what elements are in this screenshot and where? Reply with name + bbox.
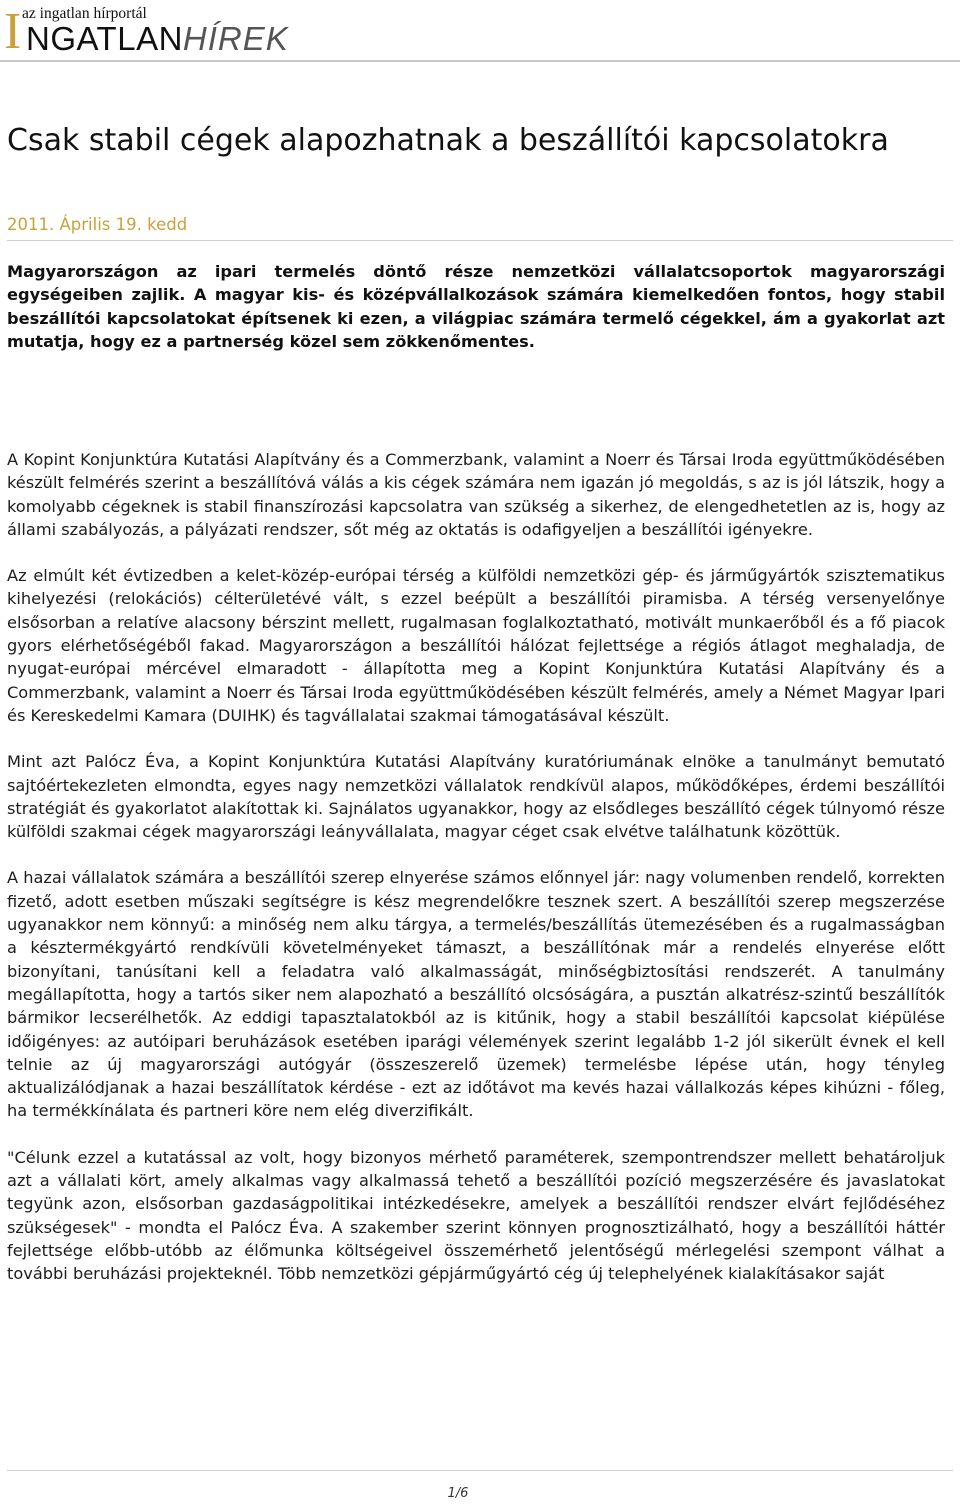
article-paragraph: Az elmúlt két évtizedben a kelet-közép-európai térség a külföldi nemzetközi gép- és járműgyártók szisztematikus kihelyezési (relokációs) célterületévé vált, s ezzel beépült a beszállítói piramisba. A térség versenyelőnye elsősorban a relatíve alacsony bérszint mellett, rugalmasan foglalkoztatható, motivált munkaerőből és a fő piacok gyors elérhetőségéből fakad. Magyarországon a beszállítói hálózat fejlettsége a régiós átlagot meghaladja, de nyugat-európai mércével elmaradott - állapította meg a Kopint Konjunktúra Kutatási Alapítvány és a Commerzbank, valamint a Noerr és Társai Iroda együttműködésében készült felmérés, amely a Német Magyar Ipari és Kereskedelmi Kamara (DUIHK) és tagvállalatai szakmai támogatásával készült.: [7, 566, 945, 725]
logo-word-hirek: HÍREK: [182, 20, 289, 57]
logo-initial: I: [4, 3, 22, 60]
footer-divider: [7, 1470, 953, 1471]
article-paragraph: A Kopint Konjunktúra Kutatási Alapítvány és a Commerzbank, valamint a Noerr és Társai Iroda együttműködésében készült felmérés szerint a beszállítóvá válás a kis cégek számára nem igazán jó megoldás, s az is jól látszik, hogy a komolyabb cégeknek is stabil finanszírozási kapcsolatra van szükség a sikerhez, de elengedhetetlen az is, hogy az állami szabályozás, a pályázati rendszer, sőt még az oktatás is odafigyeljen a beszállítói igényekre.: [7, 450, 945, 539]
logo-tagline: az ingatlan hírportál: [22, 5, 147, 22]
article-paragraph: A hazai vállalatok számára a beszállítói szerep elnyerése számos előnnyel jár: nagy volumenben rendelő, korrekten fizető, adott esetben műszaki segítségre is kész megrendelőkre tesznek szert. A beszállítói szerep megszerzése ugyanakkor nem könnyű: a minőség nem alku tárgya, a termelés/beszállítás ütemezésében és a rugalmasságban a késztermékgyártó rendkívüli követelményeket támaszt, a beszállítónak már a rendelés elnyerése előtt bizonyítani, tanúsítani kell a feladatra való alkalmasságát, minőségbiztosítási rendszerét. A tanulmány megállapította, hogy a tartós siker nem alapozható a beszállító olcsóságára, a pusztán alkatrész-szintű beszállítók bármikor lecserélhetők. Az eddigi tapasztalatokból az is kitűnik, hogy a stabil beszállítói kapcsolat kiépülése időigényes: az autóipari beruházások esetében iparági vélemények szerint legalább 1-2 jól sikerült évnek el kell telnie az új magyarországi autógyár (összeszerelő üzemek) termelésbe lépése után, hogy tényleg aktualizálódjanak a hazai beszállítatok kérdése - ezt az időtávot ma kevés hazai vállalkozás képes kihúzni - főleg, ha termékkínálata és partneri köre nem elég diverzifikált.: [7, 868, 945, 1121]
date-divider: [7, 240, 953, 241]
site-logo[interactable]: [4, 2, 334, 60]
page-number: 1/6: [447, 1486, 469, 1501]
logo-word-ingatlan: NGATLAN: [26, 20, 183, 57]
article-lead: Magyarországon az ipari termelés döntő része nemzetközi vállalatcsoportok magyarországi egységeiben zajlik. A magyar kis- és középvállalkozások számára kiemelkedően fontos, hogy stabil beszállítói kapcsolatokat építsenek ki ezen, a világpiac számára termelő cégekkel, ám a gyakorlat azt mutatja, hogy ez a partnerség közel sem zökkenőmentes.: [7, 262, 945, 351]
header-divider: [0, 60, 960, 62]
article-title: Csak stabil cégek alapozhatnak a beszállítói kapcsolatokra: [7, 123, 889, 158]
article-paragraph: Mint azt Palócz Éva, a Kopint Konjunktúra Kutatási Alapítvány kuratóriumának elnöke a tanulmányt bemutató sajtóértekezleten elmondta, egyes nagy nemzetközi vállalatok rendkívül alapos, működőképes, érdemi beszállítói stratégiát és gyakorlatot alakítottak ki. Sajnálatos ugyanakkor, hogy az elsődleges beszállító cégek túlnyomó része külföldi szakmai cégek magyarországi leányvállalata, magyar céget csak elvétve találhatunk közöttük.: [7, 752, 945, 842]
article-body: [7, 448, 945, 1309]
logo-wordmark: [26, 21, 289, 57]
site-header: [0, 0, 960, 62]
article-date: 2011. Április 19. kedd: [7, 215, 188, 234]
article-paragraph: "Célunk ezzel a kutatással az volt, hogy bizonyos mérhető paraméterek, szempontrendszer mellett behatároljuk azt a vállalati kört, amely alkalmas vagy alkalmassá tehető a beszállítói pozíció megszerzésére és javaslatokat tegyünk azon, elsősorban gazdaságpolitikai intézkedésekre, amelyek a beszállítói rendszer elvárt fejlődéséhez szükségesek" - mondta el Palócz Éva. A szakember szerint könnyen prognosztizálható, hogy a beszállítói háttér fejlettsége előbb-utóbb az élőmunka költségeivel összemérhető jelentőségű mérlegelési szempont válhat a további beruházási projekteknél. Több nemzetközi gépjárműgyártó cég új telephelyének kialakításakor saját: [7, 1147, 945, 1284]
